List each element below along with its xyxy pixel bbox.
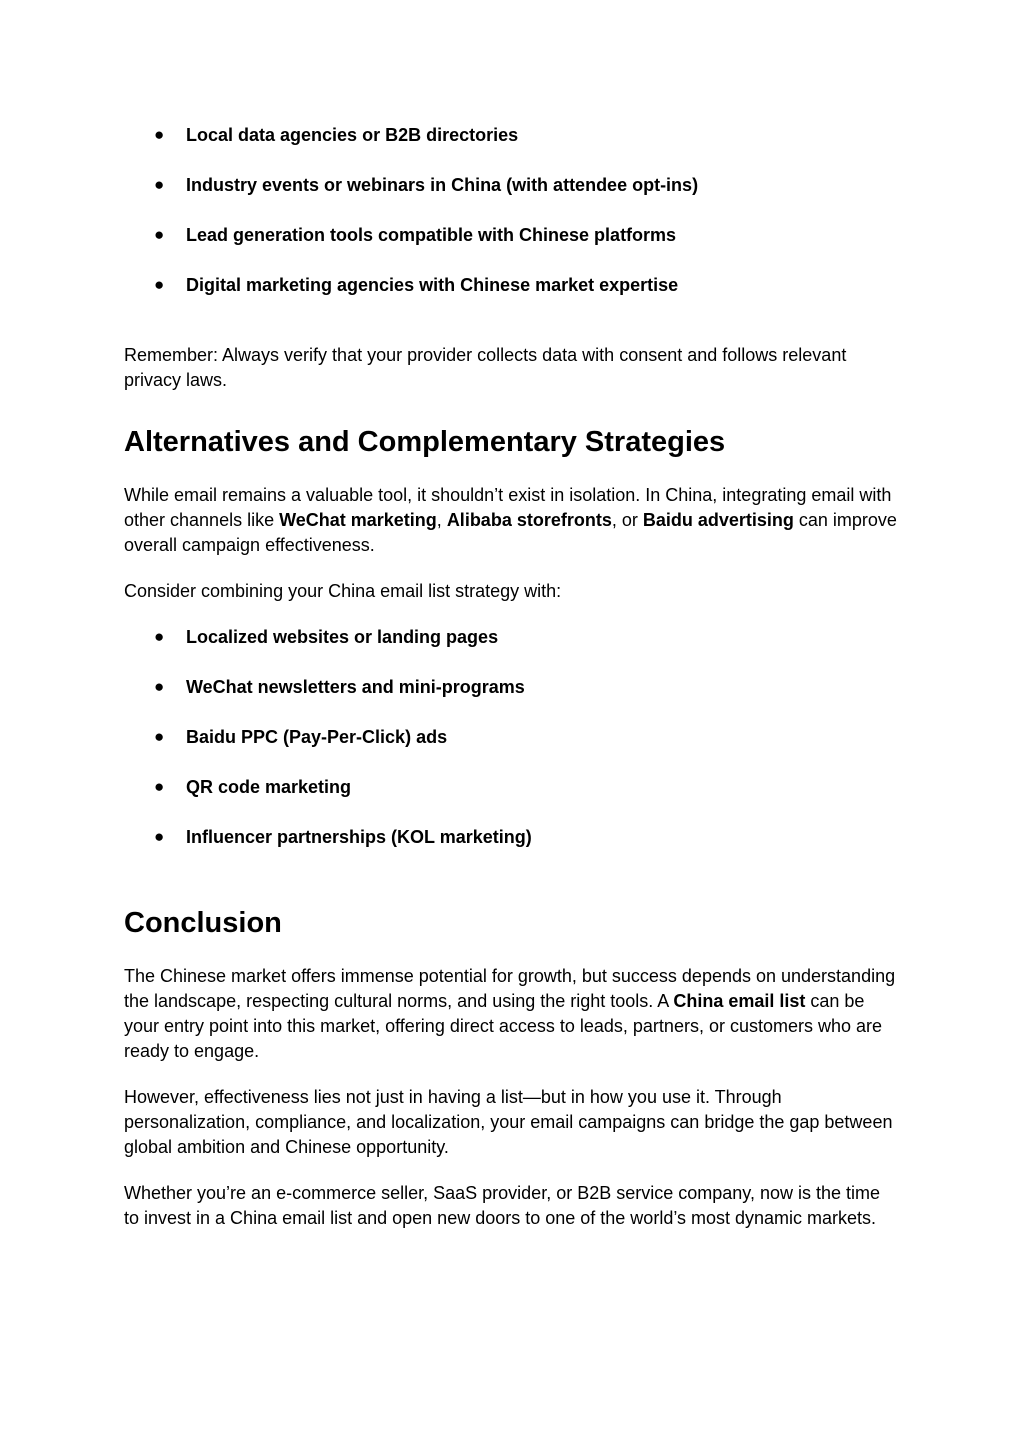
paragraph-text: While email remains a valuable tool, it shouldn’t exist in isolation. In China, integrating email with other channels like: [124, 485, 892, 530]
bullet-icon: ●: [154, 125, 165, 144]
list-item: [0, 224, 1024, 274]
bullet-icon: ●: [154, 677, 165, 696]
list-item-text: Lead generation tools compatible with Chinese platforms: [186, 225, 677, 245]
bold-term: WeChat marketing: [279, 510, 437, 530]
bold-term: China email list: [673, 991, 806, 1011]
paragraph-text: can be your entry point into this market, offering direct access to leads, partners, or customers who are ready to engage.: [124, 991, 883, 1061]
list-item-text: WeChat newsletters and mini-programs: [186, 677, 525, 697]
list-item: [0, 776, 1024, 826]
list-item: [0, 826, 1024, 876]
list-item-text: QR code marketing: [186, 777, 352, 797]
list-item-text: Digital marketing agencies with Chinese market expertise: [186, 275, 679, 295]
strategies-list: [0, 626, 1024, 876]
bullet-icon: ●: [154, 627, 165, 646]
conclusion-paragraph-1: [124, 964, 899, 1064]
bullet-icon: ●: [154, 175, 165, 194]
list-item-text: Baidu PPC (Pay-Per-Click) ads: [186, 727, 448, 747]
alternatives-heading: Alternatives and Complementary Strategies: [124, 426, 726, 458]
list-item-text: Influencer partnerships (KOL marketing): [186, 827, 532, 847]
bullet-icon: ●: [154, 777, 165, 796]
bullet-icon: ●: [154, 275, 165, 294]
paragraph-text: can improve overall campaign effectiveness.: [124, 510, 897, 555]
paragraph-text: , or: [611, 510, 643, 530]
bold-term: Baidu advertising: [642, 510, 794, 530]
list-item: [0, 274, 1024, 324]
alternatives-paragraph: [124, 483, 899, 558]
remember-paragraph: Remember: Always verify that your provider collects data with consent and follows relevant privacy laws.: [124, 345, 847, 390]
list-item-text: Local data agencies or B2B directories: [186, 125, 519, 145]
paragraph-text: The Chinese market offers immense potential for growth, but success depends on understanding the landscape, respecting cultural norms, and using the right tools. A: [124, 966, 896, 1011]
list-item: [0, 726, 1024, 776]
conclusion-paragraph-2: However, effectiveness lies not just in having a list—but in how you use it. Through personalization, compliance, and localization, your email campaigns can bridge the gap between global ambition and Chinese opportunity.: [124, 1087, 893, 1157]
bullet-icon: ●: [154, 827, 165, 846]
bold-term: Alibaba storefronts: [446, 510, 612, 530]
sources-list: [0, 124, 1024, 324]
conclusion-paragraph-3: Whether you’re an e-commerce seller, SaaS provider, or B2B service company, now is the time to invest in a China email list and open new doors to one of the world’s most dynamic markets.: [124, 1183, 880, 1228]
bullet-icon: ●: [154, 727, 165, 746]
list-item: [0, 174, 1024, 224]
consider-paragraph: Consider combining your China email list strategy with:: [124, 581, 562, 601]
paragraph-text: ,: [436, 510, 447, 530]
list-item-text: Industry events or webinars in China (with attendee opt-ins): [186, 175, 699, 195]
list-item: [0, 124, 1024, 174]
conclusion-heading: Conclusion: [124, 907, 282, 939]
list-item: [0, 676, 1024, 726]
bullet-icon: ●: [154, 225, 165, 244]
list-item: [0, 626, 1024, 676]
list-item-text: Localized websites or landing pages: [186, 627, 499, 647]
